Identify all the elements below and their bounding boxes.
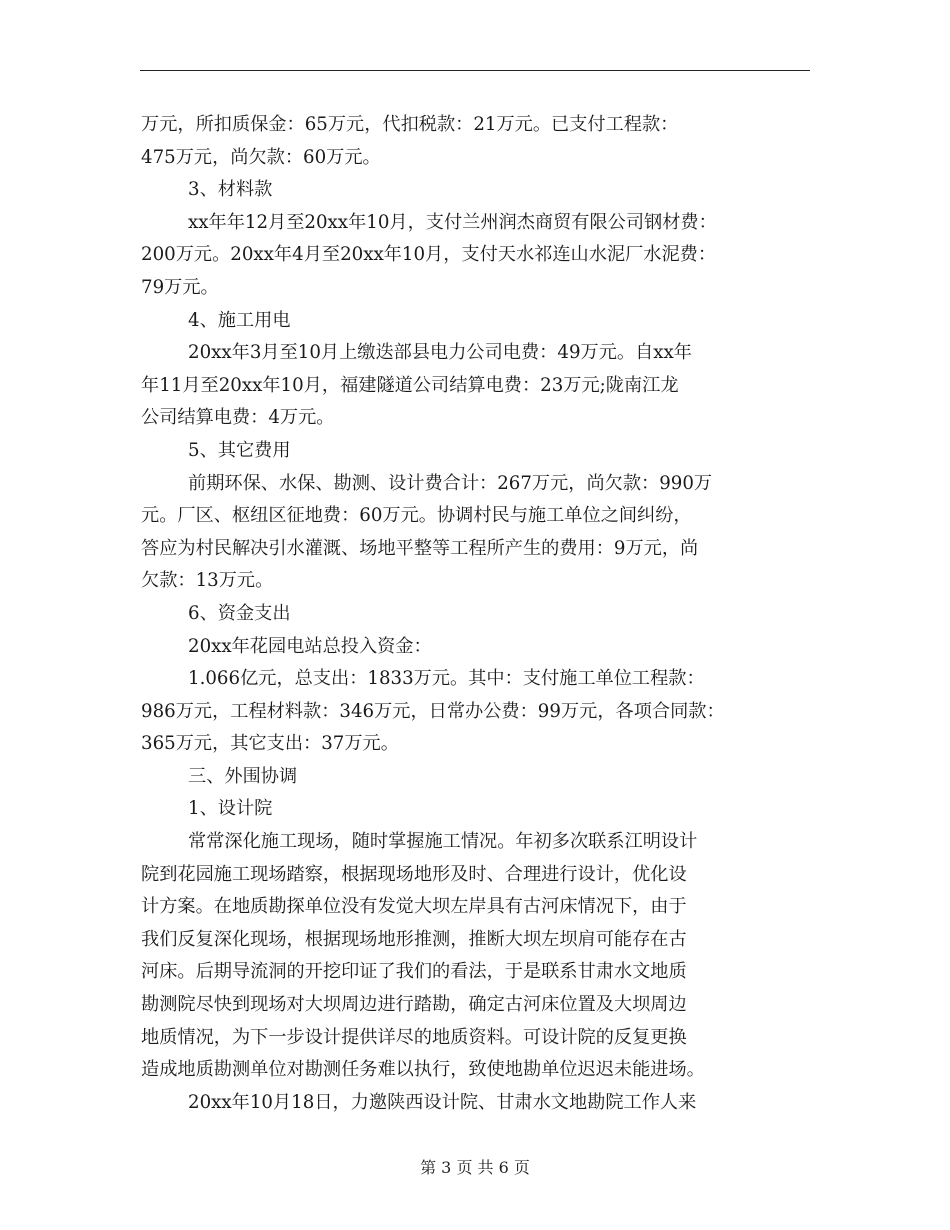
text-line: 79万元。	[141, 276, 219, 298]
text-line: 公司结算电费：4万元。	[141, 407, 335, 429]
text-line: 元。厂区、枢纽区征地费：60万元。协调村民与施工单位之间纠纷，	[141, 505, 692, 527]
text-line: 前期环保、水保、勘测、设计费合计：267万元，尚欠款：990万	[188, 472, 713, 494]
text-line: xx年年12月至20xx年10月，支付兰州润杰商贸有限公司钢材费：	[188, 211, 717, 233]
text-line: 河床。后期导流洞的开挖印证了我们的看法，于是联系甘肃水文地质	[141, 961, 687, 983]
document-body	[141, 109, 813, 1119]
text-line: 365万元，其它支出：37万元。	[141, 733, 399, 755]
text-line: 1.066亿元，总支出：1833万元。其中：支付施工单位工程款：	[188, 668, 705, 690]
header-rule	[140, 70, 810, 71]
text-line: 6、资金支出	[188, 602, 291, 624]
text-line: 造成地质勘测单位对勘测任务难以执行，致使地勘单位迟迟未能进场。	[141, 1059, 705, 1081]
text-line: 答应为村民解决引水灌溉、场地平整等工程所产生的费用：9万元，尚	[141, 537, 699, 559]
text-line: 欠款：13万元。	[141, 570, 274, 592]
text-line: 475万元，尚欠款：60万元。	[141, 146, 381, 168]
text-line: 年11月至20xx年10月，福建隧道公司结算电费：23万元;陇南江龙	[141, 374, 679, 396]
text-line: 986万元，工程材料款：346万元，日常办公费：99万元，各项合同款：	[141, 700, 725, 722]
text-line: 常常深化施工现场，随时掌握施工情况。年初多次联系江明设计	[188, 831, 698, 853]
text-line: 院到花园施工现场踏察，根据现场地形及时、合理进行设计，优化设	[141, 863, 687, 885]
text-line: 地质情况，为下一步设计提供详尽的地质资料。可设计院的反复更换	[141, 1026, 687, 1048]
text-line: 200万元。20xx年4月至20xx年10月，支付天水祁连山水泥厂水泥费：	[141, 244, 717, 266]
text-line: 20xx年10月18日，力邀陕西设计院、甘肃水文地勘院工作人来	[188, 1091, 697, 1113]
text-line: 勘测院尽快到现场对大坝周边进行踏勘，确定古河床位置及大坝周边	[141, 994, 687, 1016]
text-line: 三、外围协调	[188, 765, 298, 787]
text-line: 我们反复深化现场，根据现场地形推测，推断大坝左坝肩可能存在古	[141, 928, 687, 950]
text-line: 计方案。在地质勘探单位没有发觉大坝左岸具有古河床情况下，由于	[141, 896, 687, 918]
text-line: 4、施工用电	[188, 309, 291, 331]
text-line: 5、其它费用	[188, 439, 291, 461]
text-line: 1、设计院	[188, 798, 273, 820]
text-line: 20xx年3月至10月上缴迭部县电力公司电费：49万元。自xx年	[188, 342, 692, 364]
text-line: 3、材料款	[188, 179, 273, 201]
text-line: 万元，所扣质保金：65万元，代扣税款：21万元。已支付工程款：	[141, 114, 679, 135]
text-line: 20xx年花园电站总投入资金：	[188, 635, 432, 657]
page-footer: 第 3 页 共 6 页	[420, 1158, 530, 1177]
